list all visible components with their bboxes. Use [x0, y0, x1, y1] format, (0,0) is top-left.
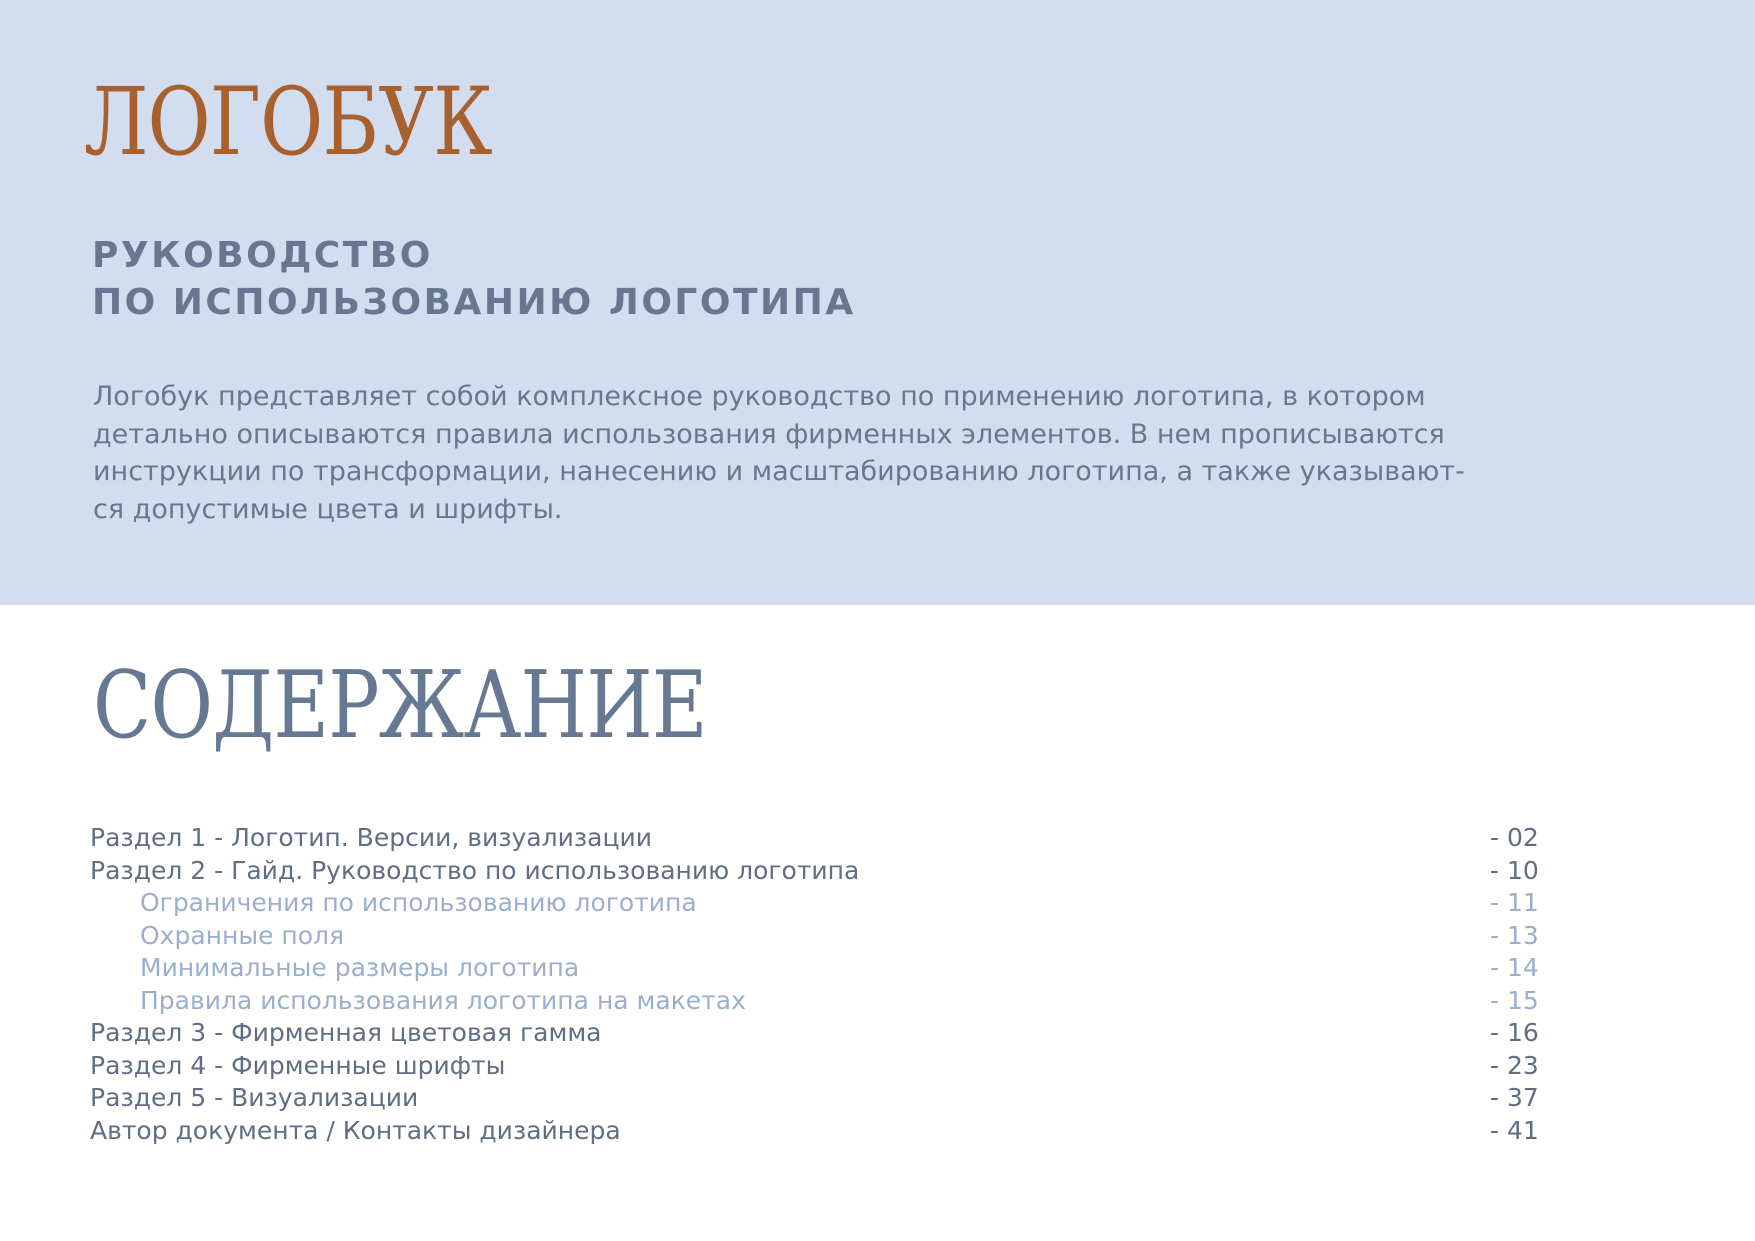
subtitle-line-1: РУКОВОДСТВО: [92, 235, 433, 276]
toc-item-page: - 13: [1490, 920, 1539, 950]
subtitle-line-2: ПО ИСПОЛЬЗОВАНИЮ ЛОГОТИПА: [92, 282, 856, 323]
page-title: ЛОГОБУК: [84, 68, 493, 177]
toc-subitem-restrictions[interactable]: [90, 887, 1650, 920]
intro-paragraph: [93, 378, 1693, 528]
toc-subitem-minimum-sizes[interactable]: [90, 952, 1650, 985]
toc-item-label: Раздел 1 - Логотип. Версии, визуализации: [90, 823, 652, 852]
toc-item-page: - 14: [1490, 953, 1539, 982]
toc-item-section-5[interactable]: [90, 1082, 1650, 1115]
toc-item-page: - 41: [1490, 1115, 1539, 1145]
toc-item-section-1[interactable]: [90, 822, 1650, 855]
toc-item-label: Минимальные размеры логотипа: [140, 953, 580, 982]
toc-item-label: Раздел 5 - Визуализации: [90, 1083, 419, 1112]
table-of-contents: [90, 822, 1650, 1147]
toc-subitem-layout-rules[interactable]: [90, 985, 1650, 1018]
toc-item-page: - 11: [1490, 888, 1539, 917]
intro-line: ся допустимые цвета и шрифты.: [93, 493, 563, 525]
toc-item-author[interactable]: [90, 1115, 1650, 1148]
toc-item-page: - 16: [1490, 1018, 1539, 1047]
toc-item-label: Правила использования логотипа на макетах: [140, 985, 746, 1015]
toc-item-label: Охранные поля: [140, 920, 345, 950]
intro-line: Логобук представляет собой комплексное руководство по применению логотипа, в котором: [93, 381, 1426, 412]
toc-item-page: - 15: [1490, 985, 1539, 1015]
toc-item-label: Ограничения по использованию логотипа: [140, 888, 697, 917]
toc-item-page: - 10: [1490, 855, 1539, 885]
intro-line: детально описываются правила использования фирменных элементов. В нем прописываются: [93, 418, 1445, 450]
toc-item-label: Раздел 4 - Фирменные шрифты: [90, 1050, 506, 1080]
page-subtitle: [92, 232, 856, 326]
toc-subitem-clear-space[interactable]: [90, 920, 1650, 953]
toc-item-page: - 02: [1490, 823, 1539, 852]
toc-item-label: Автор документа / Контакты дизайнера: [90, 1115, 621, 1145]
toc-item-section-4[interactable]: [90, 1050, 1650, 1083]
toc-item-label: Раздел 3 - Фирменная цветовая гамма: [90, 1018, 602, 1047]
toc-item-page: - 23: [1490, 1050, 1539, 1080]
toc-item-label: Раздел 2 - Гайд. Руководство по использованию логотипа: [90, 855, 860, 885]
intro-line: инструкции по трансформации, нанесению и масштабированию логотипа, а также указывают-: [93, 456, 1465, 487]
toc-item-section-3[interactable]: [90, 1017, 1650, 1050]
toc-item-section-2[interactable]: [90, 855, 1650, 888]
toc-item-page: - 37: [1490, 1083, 1539, 1112]
toc-heading: СОДЕРЖАНИЕ: [93, 651, 707, 759]
